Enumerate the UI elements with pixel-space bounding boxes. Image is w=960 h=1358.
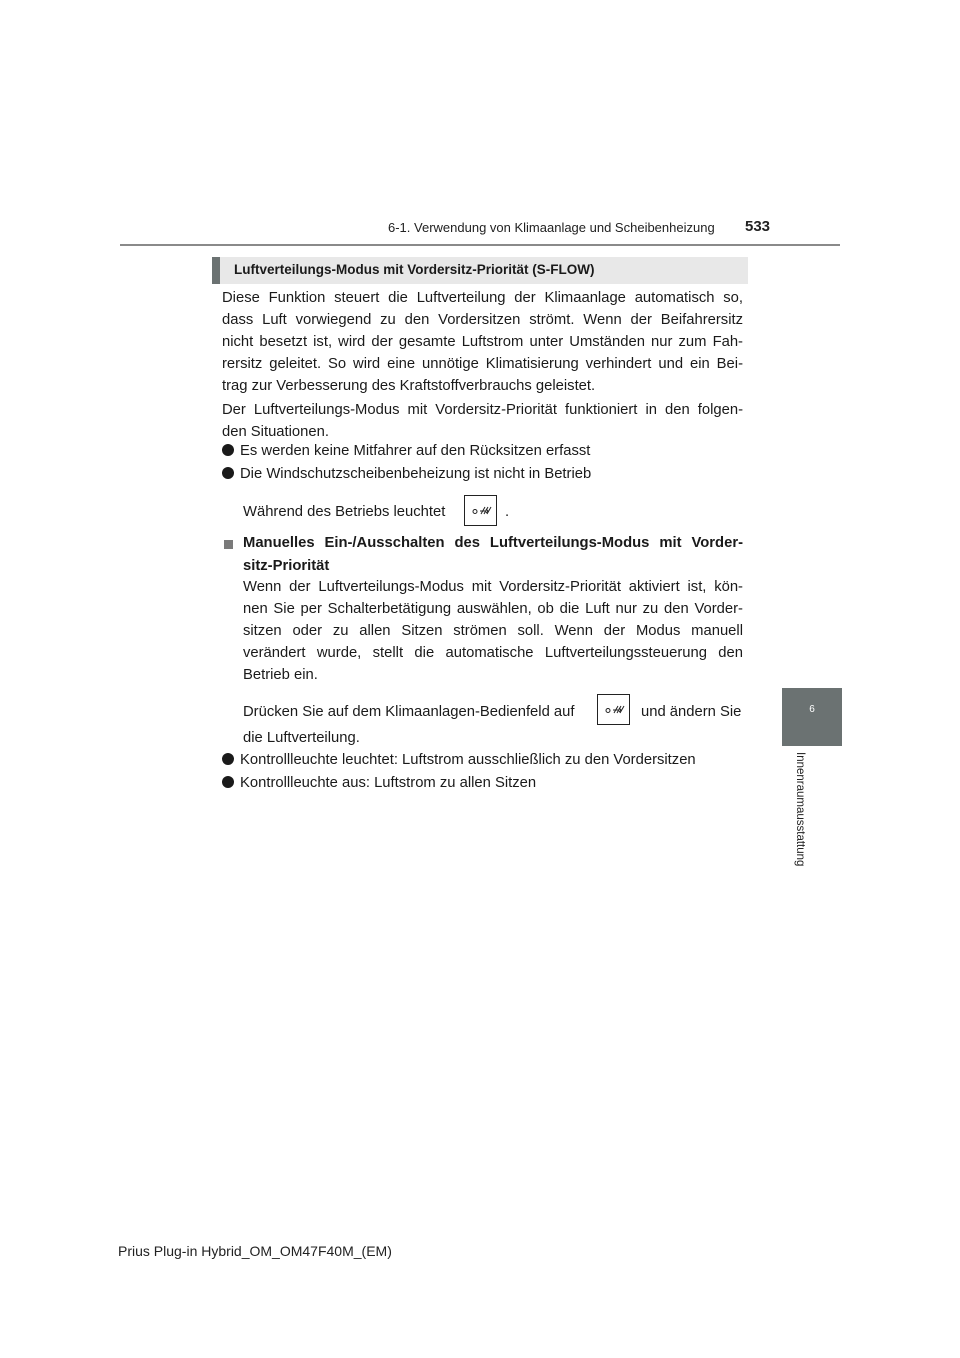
bullet-icon	[222, 753, 234, 765]
intro-line: nicht besetzt ist, wird der gesamte Luftstrom unter Umständen nur zum Fah-	[222, 334, 743, 351]
intro-line: rersitz geleitet. So wird eine unnötige Klimatisierung verhindert und ein Bei-	[222, 356, 743, 373]
list-item-text: Die Windschutzscheibenbeheizung ist nicht in Betrieb	[240, 466, 592, 482]
conditions-line: Der Luftverteilungs-Modus mit Vordersitz-Priorität funktioniert in den folgen-	[222, 402, 743, 418]
subsection-line: verändert wurde, stellt die automatische Luftverteilungssteuerung den	[243, 645, 743, 662]
chapter-tab-number: 6	[809, 704, 815, 715]
list-item	[222, 749, 752, 771]
indicator-text: Während des Betriebs leuchtet	[243, 504, 446, 520]
subsection-title-line: sitz-Priorität	[243, 557, 330, 574]
bullet-icon	[222, 776, 234, 788]
press-instruction-end: und ändern Sie	[641, 704, 742, 720]
subsection-line: sitzen oder zu allen Sitzen strömen soll. Wenn der Modus manuell	[243, 623, 743, 640]
bullet-icon	[222, 444, 234, 456]
page-number: 533	[745, 218, 771, 235]
intro-line: trag zur Verbesserung des Kraftstoffverbrauchs geleistet.	[222, 378, 596, 395]
conditions-line: den Situationen.	[222, 424, 329, 441]
indicator-text-end: .	[505, 504, 510, 520]
list-item	[222, 440, 752, 462]
chapter-tab-label: Innenraumausstattung	[794, 752, 806, 867]
square-bullet-icon	[224, 540, 233, 549]
chapter-header: 6-1. Verwendung von Klimaanlage und Scheibenheizung	[388, 220, 715, 235]
header-divider	[120, 244, 840, 246]
subsection-paragraph	[243, 576, 743, 686]
subsection-title	[243, 532, 743, 577]
section-heading	[212, 257, 748, 284]
subsection-title-line: Manuelles Ein-/Ausschalten des Luftverteilungs-Modus mit Vorder-	[243, 535, 743, 551]
chapter-tab[interactable]	[782, 688, 842, 746]
press-instruction: Drücken Sie auf dem Klimaanlagen-Bedienfeld auf	[243, 704, 575, 720]
list-item	[222, 772, 752, 794]
subsection-line: Betrieb ein.	[243, 667, 318, 684]
list-item-text: Kontrollleuchte aus: Luftstrom zu allen Sitzen	[240, 775, 537, 791]
section-title: Luftverteilungs-Modus mit Vordersitz-Priorität (S-FLOW)	[234, 262, 595, 277]
list-item	[222, 463, 752, 485]
intro-line: dass Luft vorwiegend zu den Vordersitzen strömt. Wenn der Beifahrersitz	[222, 312, 743, 329]
list-item-text: Es werden keine Mitfahrer auf den Rücksitzen erfasst	[240, 443, 591, 459]
conditions-paragraph	[222, 399, 743, 443]
subsection-line: nen Sie per Schalterbetätigung auswählen, ob die Luft nur zu den Vorder-	[243, 601, 743, 618]
footer-model: Prius Plug-in Hybrid_OM_OM47F40M_(EM)	[118, 1243, 392, 1259]
s-flow-button-icon	[597, 694, 630, 725]
s-flow-indicator-icon	[464, 495, 497, 526]
intro-line: Diese Funktion steuert die Luftverteilung der Klimaanlage automatisch so,	[222, 290, 743, 306]
press-instruction-line2: die Luftverteilung.	[243, 730, 360, 746]
list-item-text: Kontrollleuchte leuchtet: Luftstrom ausschließlich zu den Vordersitzen	[240, 752, 696, 768]
subsection-line: Wenn der Luftverteilungs-Modus mit Vordersitz-Priorität aktiviert ist, kön-	[243, 579, 743, 595]
bullet-icon	[222, 467, 234, 479]
intro-paragraph	[222, 287, 743, 397]
